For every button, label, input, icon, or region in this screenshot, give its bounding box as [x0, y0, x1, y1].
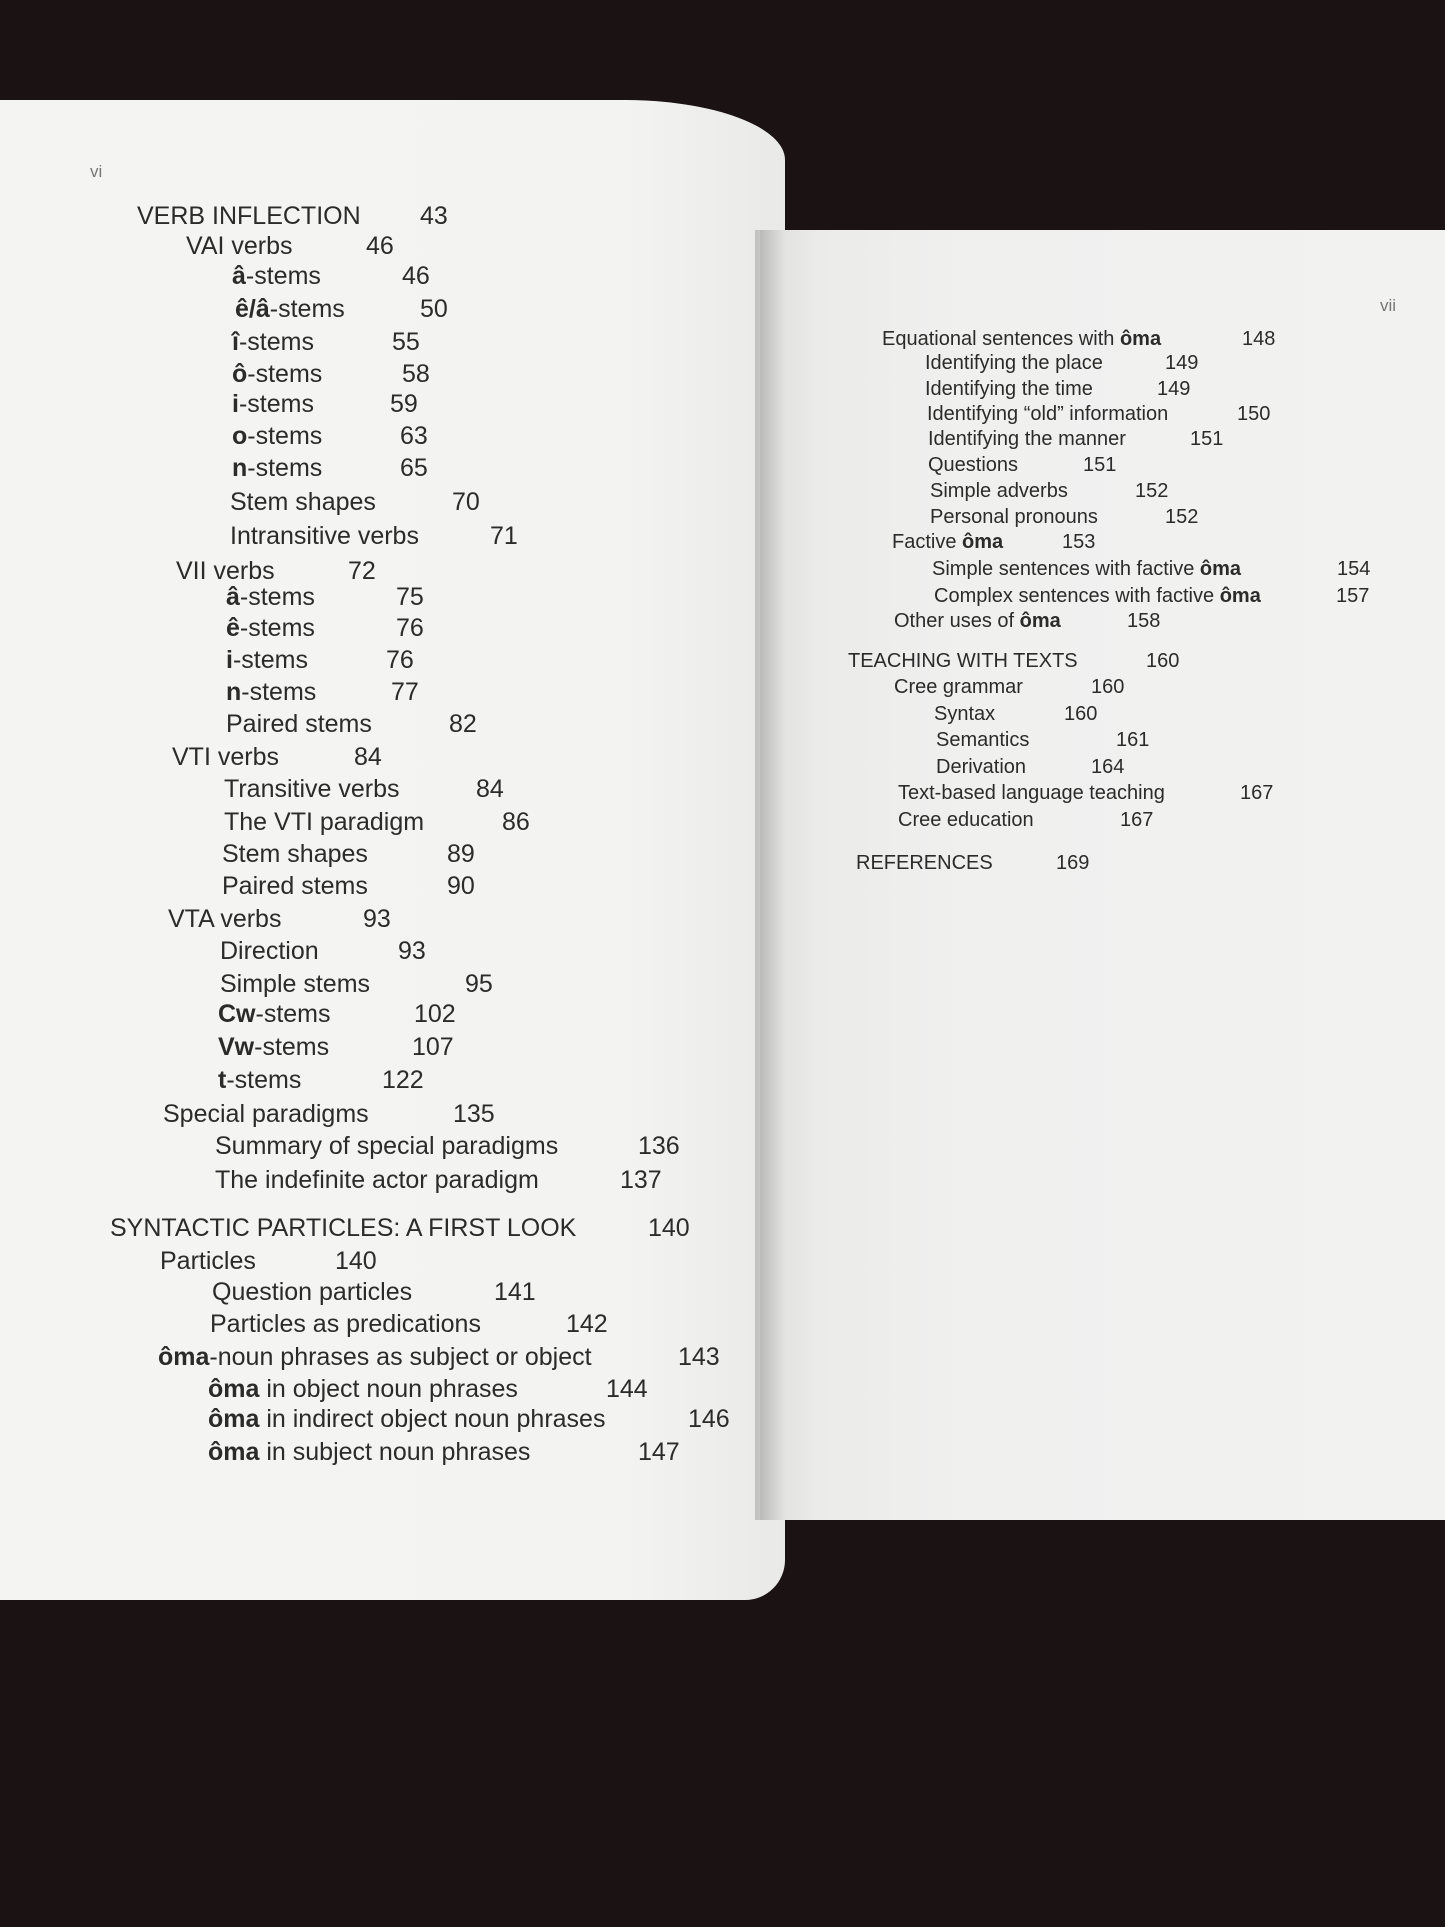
toc-entry-page-number: 140 — [335, 1247, 377, 1275]
toc-entry-page-number: 137 — [620, 1166, 662, 1194]
left-toc-entry — [215, 1132, 680, 1161]
toc-entry-label — [928, 454, 1018, 476]
toc-entry-bold: ôma — [1199, 558, 1242, 580]
left-toc-entry — [232, 454, 428, 483]
left-toc-entry — [218, 1000, 456, 1029]
toc-entry-bold: ê/â — [235, 295, 270, 323]
toc-entry-page-number: 70 — [452, 488, 480, 516]
toc-entry-label — [925, 378, 1093, 400]
toc-entry-text: Simple sentences with factive — [932, 558, 1200, 580]
left-toc-entry — [137, 202, 448, 231]
left-toc-entry — [224, 808, 530, 837]
toc-entry-page-number: 149 — [1157, 378, 1191, 400]
toc-entry-label — [163, 1100, 369, 1128]
toc-entry-label — [232, 390, 314, 418]
toc-entry-page-number: 58 — [402, 360, 430, 388]
toc-entry-text: Text-based language teaching — [898, 782, 1165, 804]
right-page — [760, 230, 1445, 1520]
toc-entry-page-number: 136 — [638, 1132, 680, 1160]
toc-entry-label — [232, 360, 322, 388]
toc-entry-page-number: 82 — [449, 710, 477, 738]
toc-entry-label — [928, 428, 1126, 450]
toc-entry-text: -stems — [254, 1033, 330, 1061]
toc-entry-label — [232, 328, 314, 356]
toc-entry-bold: ôma — [208, 1375, 260, 1403]
toc-entry-text: Simple adverbs — [930, 480, 1068, 502]
toc-entry-page-number: 55 — [392, 328, 420, 356]
right-toc-entry — [925, 352, 1199, 375]
toc-entry-bold: â — [226, 583, 240, 611]
right-toc-entry — [894, 610, 1161, 633]
toc-entry-text: in subject noun phrases — [259, 1438, 531, 1466]
toc-entry-bold: ôma — [208, 1405, 260, 1433]
toc-entry-page-number: 146 — [688, 1405, 730, 1433]
toc-entry-text: The indefinite actor paradigm — [215, 1166, 539, 1194]
toc-entry-page-number: 147 — [638, 1438, 680, 1466]
left-toc-entry — [226, 583, 424, 612]
toc-entry-text: -stems — [247, 422, 323, 450]
toc-entry-label — [226, 710, 372, 738]
left-toc-entry — [212, 1278, 536, 1307]
toc-entry-page-number: 135 — [453, 1100, 495, 1128]
right-toc-entry — [894, 676, 1125, 699]
left-toc-entry — [226, 646, 414, 675]
left-page — [0, 100, 785, 1600]
toc-entry-label — [936, 756, 1026, 778]
toc-entry-text: Paired stems — [222, 872, 368, 900]
right-toc-entry — [930, 506, 1199, 529]
toc-entry-page-number: 86 — [502, 808, 530, 836]
toc-entry-label — [215, 1166, 539, 1194]
toc-entry-label — [220, 970, 370, 998]
toc-entry-text: TEACHING WITH TEXTS — [848, 650, 1078, 672]
toc-entry-page-number: 143 — [678, 1343, 720, 1371]
toc-entry-page-number: 122 — [382, 1066, 424, 1094]
toc-entry-label — [110, 1214, 576, 1242]
toc-entry-page-number: 167 — [1120, 809, 1154, 831]
toc-entry-page-number: 43 — [420, 202, 448, 230]
toc-entry-page-number: 144 — [606, 1375, 648, 1403]
toc-entry-text: -stems — [239, 583, 315, 611]
toc-entry-label — [208, 1405, 605, 1433]
toc-entry-page-number: 152 — [1165, 506, 1199, 528]
left-toc-entry — [163, 1100, 495, 1129]
toc-entry-label — [172, 743, 279, 771]
toc-entry-text: -noun phrases as subject or object — [209, 1343, 592, 1371]
toc-entry-text: -stems — [239, 614, 315, 642]
toc-entry-label — [218, 1033, 329, 1061]
toc-entry-text: Paired stems — [226, 710, 372, 738]
left-toc-entry — [232, 328, 420, 357]
left-toc-entry — [208, 1375, 648, 1404]
toc-entry-bold: ê — [226, 614, 240, 642]
toc-entry-label — [235, 295, 345, 323]
toc-entry-page-number: 72 — [348, 557, 376, 585]
toc-entry-page-number: 160 — [1146, 650, 1180, 672]
toc-entry-text: -stems — [232, 646, 308, 674]
toc-entry-text: Personal pronouns — [930, 506, 1098, 528]
toc-entry-label — [218, 1066, 301, 1094]
left-toc-entry — [210, 1310, 608, 1339]
toc-entry-text: -stems — [238, 328, 314, 356]
toc-entry-label — [226, 583, 315, 611]
left-toc-entry — [186, 232, 394, 261]
toc-entry-bold: â — [232, 262, 246, 290]
toc-entry-text: VTI verbs — [172, 743, 279, 771]
toc-entry-page-number: 46 — [402, 262, 430, 290]
toc-entry-label — [936, 729, 1029, 751]
toc-entry-text: Identifying the place — [925, 352, 1103, 374]
right-toc-entry — [927, 403, 1271, 426]
toc-entry-text: -stems — [247, 360, 323, 388]
toc-entry-text: -stems — [238, 390, 314, 418]
toc-entry-label — [882, 328, 1161, 350]
toc-entry-text: REFERENCES — [856, 852, 993, 874]
toc-entry-page-number: 93 — [363, 905, 391, 933]
toc-entry-text: -stems — [247, 454, 323, 482]
toc-entry-bold: ô — [232, 360, 248, 388]
toc-entry-label — [930, 506, 1098, 528]
toc-entry-label — [208, 1375, 518, 1403]
toc-entry-page-number: 161 — [1116, 729, 1150, 751]
toc-entry-page-number: 93 — [398, 937, 426, 965]
toc-entry-text: Cree education — [898, 809, 1034, 831]
toc-entry-bold: i — [232, 390, 239, 418]
toc-entry-page-number: 141 — [494, 1278, 536, 1306]
toc-entry-text: Identifying the time — [925, 378, 1093, 400]
toc-entry-bold: ôma — [208, 1438, 260, 1466]
left-toc-entry — [224, 775, 504, 804]
toc-entry-bold: î — [232, 328, 239, 356]
toc-entry-page-number: 50 — [420, 295, 448, 323]
toc-entry-label — [215, 1132, 558, 1160]
left-toc-entry — [215, 1166, 662, 1195]
toc-entry-label — [224, 808, 424, 836]
right-toc-entry — [848, 650, 1180, 673]
toc-entry-text: Questions — [928, 454, 1019, 476]
left-toc-entry — [176, 557, 376, 586]
left-toc-entry — [232, 262, 430, 291]
toc-entry-page-number: 157 — [1336, 585, 1370, 607]
toc-entry-text: Direction — [220, 937, 319, 965]
right-toc-entry — [928, 428, 1224, 451]
toc-entry-text: Transitive verbs — [224, 775, 400, 803]
toc-entry-label — [934, 585, 1261, 607]
left-toc-entry — [230, 522, 518, 551]
toc-entry-page-number: 154 — [1337, 558, 1371, 580]
toc-entry-label — [894, 676, 1023, 698]
toc-entry-label — [230, 522, 419, 550]
toc-entry-page-number: 75 — [396, 583, 424, 611]
toc-entry-page-number: 77 — [391, 678, 419, 706]
right-folio: vii — [1380, 296, 1397, 315]
left-toc-entry — [226, 710, 477, 739]
toc-entry-text: VII verbs — [176, 557, 275, 585]
toc-entry-text: VAI verbs — [186, 232, 293, 260]
toc-entry-label — [222, 872, 368, 900]
toc-entry-text: Simple stems — [220, 970, 371, 998]
toc-entry-text: Derivation — [936, 756, 1027, 778]
toc-entry-page-number: 107 — [412, 1033, 454, 1061]
toc-entry-page-number: 148 — [1242, 328, 1276, 350]
toc-entry-label — [158, 1343, 592, 1371]
toc-entry-page-number: 167 — [1240, 782, 1274, 804]
toc-entry-page-number: 164 — [1091, 756, 1125, 778]
toc-entry-text: Particles — [160, 1247, 256, 1275]
right-toc-entry — [856, 852, 1090, 875]
toc-entry-text: Particles as predications — [210, 1310, 481, 1338]
toc-entry-page-number: 63 — [400, 422, 428, 450]
toc-entry-bold: o — [232, 422, 248, 450]
toc-entry-page-number: 153 — [1062, 531, 1096, 553]
left-toc-entry — [168, 905, 391, 934]
toc-entry-page-number: 158 — [1127, 610, 1161, 632]
left-toc-entry — [222, 872, 475, 901]
toc-entry-label — [894, 610, 1061, 632]
toc-entry-label — [932, 558, 1241, 580]
toc-entry-page-number: 65 — [400, 454, 428, 482]
toc-entry-page-number: 59 — [390, 390, 418, 418]
right-toc-entry — [936, 729, 1150, 752]
toc-entry-label — [930, 480, 1068, 502]
toc-entry-text: Identifying the manner — [928, 428, 1126, 450]
left-toc-entry — [110, 1214, 690, 1243]
toc-entry-label — [232, 262, 321, 290]
toc-entry-page-number: 76 — [396, 614, 424, 642]
left-toc-entry — [232, 422, 428, 451]
left-toc-entry — [232, 390, 418, 419]
toc-entry-bold: i — [226, 646, 233, 674]
toc-entry-label — [226, 646, 308, 674]
toc-entry-text: SYNTACTIC PARTICLES: A FIRST LOOK — [110, 1214, 577, 1242]
toc-entry-label — [210, 1310, 481, 1338]
toc-entry-label — [856, 852, 993, 874]
toc-entry-text: Other uses of — [894, 610, 1020, 632]
gutter-shadow — [755, 230, 785, 1520]
toc-entry-text: Question particles — [212, 1278, 413, 1306]
toc-entry-page-number: 90 — [447, 872, 475, 900]
toc-entry-page-number: 142 — [566, 1310, 608, 1338]
right-toc-entry — [934, 703, 1098, 726]
left-toc-entry — [230, 488, 480, 517]
left-toc-entry — [208, 1405, 730, 1434]
toc-entry-text: -stems — [241, 678, 317, 706]
left-toc-entry — [222, 840, 475, 869]
toc-entry-bold: Vw — [218, 1033, 255, 1061]
toc-entry-text: Semantics — [936, 729, 1030, 751]
toc-entry-label — [898, 809, 1034, 831]
toc-entry-page-number: 140 — [648, 1214, 690, 1242]
left-toc-entry — [220, 970, 493, 999]
left-toc-entry — [158, 1343, 720, 1372]
toc-entry-text: Stem shapes — [230, 488, 376, 516]
toc-entry-label — [934, 703, 995, 725]
toc-entry-page-number: 160 — [1091, 676, 1125, 698]
toc-entry-text: Identifying “old” information — [927, 403, 1169, 425]
toc-entry-label — [892, 531, 1003, 553]
toc-entry-text: Special paradigms — [163, 1100, 369, 1128]
toc-entry-text: VTA verbs — [168, 905, 282, 933]
toc-entry-page-number: 95 — [465, 970, 493, 998]
right-toc-entry — [898, 809, 1154, 832]
toc-entry-page-number: 151 — [1083, 454, 1117, 476]
toc-entry-text: Cree grammar — [894, 676, 1023, 698]
toc-entry-bold: n — [232, 454, 248, 482]
toc-entry-label — [176, 557, 275, 585]
toc-entry-text: Summary of special paradigms — [215, 1132, 559, 1160]
toc-entry-page-number: 46 — [366, 232, 394, 260]
left-toc-entry — [160, 1247, 377, 1276]
toc-entry-label — [186, 232, 293, 260]
right-toc-entry — [930, 480, 1169, 503]
toc-entry-label — [220, 937, 319, 965]
toc-entry-label — [218, 1000, 331, 1028]
left-toc-entry — [232, 360, 430, 389]
toc-entry-label — [160, 1247, 256, 1275]
toc-entry-bold: t — [218, 1066, 227, 1094]
right-toc-entry — [936, 756, 1125, 779]
toc-entry-text: -stems — [255, 1000, 331, 1028]
toc-entry-bold: ôma — [962, 531, 1004, 553]
toc-entry-page-number: 160 — [1064, 703, 1098, 725]
toc-entry-label — [222, 840, 368, 868]
right-toc-entry — [892, 531, 1096, 554]
toc-entry-text: -stems — [226, 1066, 302, 1094]
toc-entry-text: -stems — [245, 262, 321, 290]
right-toc-entry — [928, 454, 1117, 477]
left-toc-entry — [218, 1066, 424, 1095]
toc-entry-text: Intransitive verbs — [230, 522, 419, 550]
toc-entry-text: Complex sentences with factive — [934, 585, 1220, 607]
left-folio: vi — [90, 162, 103, 181]
toc-entry-label — [927, 403, 1168, 425]
toc-entry-bold: Cw — [218, 1000, 256, 1028]
toc-entry-bold: ôma — [1219, 585, 1261, 607]
toc-entry-label — [232, 454, 322, 482]
right-toc-entry — [934, 585, 1370, 608]
toc-entry-bold: ôma — [1119, 328, 1162, 350]
toc-entry-page-number: 76 — [386, 646, 414, 674]
toc-entry-page-number: 150 — [1237, 403, 1271, 425]
right-toc-entry — [882, 328, 1276, 351]
toc-entry-page-number: 84 — [476, 775, 504, 803]
toc-entry-label — [226, 678, 316, 706]
toc-entry-text: in object noun phrases — [259, 1375, 518, 1403]
toc-entry-bold: ôma — [1019, 610, 1061, 632]
toc-entry-text: Syntax — [934, 703, 996, 725]
toc-entry-page-number: 89 — [447, 840, 475, 868]
toc-entry-page-number: 102 — [414, 1000, 456, 1028]
toc-entry-label — [137, 202, 361, 230]
toc-entry-label — [212, 1278, 412, 1306]
toc-entry-text: The VTI paradigm — [224, 808, 425, 836]
toc-entry-text: Equational sentences with — [882, 328, 1120, 350]
left-toc-entry — [220, 937, 426, 966]
toc-entry-text: Factive — [892, 531, 963, 553]
toc-entry-label — [168, 905, 281, 933]
toc-entry-page-number: 169 — [1056, 852, 1090, 874]
toc-entry-bold: n — [226, 678, 242, 706]
toc-entry-label — [230, 488, 376, 516]
toc-entry-text: in indirect object noun phrases — [259, 1405, 606, 1433]
left-toc-entry — [226, 614, 424, 643]
left-toc-entry — [218, 1033, 454, 1062]
toc-entry-text: -stems — [269, 295, 345, 323]
toc-entry-text: VERB INFLECTION — [137, 202, 361, 230]
toc-entry-bold: ôma — [158, 1343, 210, 1371]
right-toc-entry — [932, 558, 1371, 581]
toc-entry-page-number: 149 — [1165, 352, 1199, 374]
toc-entry-text: Stem shapes — [222, 840, 368, 868]
left-toc-entry — [235, 295, 448, 324]
right-toc-entry — [925, 378, 1191, 401]
toc-entry-label — [232, 422, 322, 450]
left-toc-entry — [226, 678, 419, 707]
right-toc-entry — [898, 782, 1274, 805]
left-toc-entry — [208, 1438, 680, 1467]
toc-entry-page-number: 152 — [1135, 480, 1169, 502]
toc-entry-label — [925, 352, 1103, 374]
toc-entry-label — [848, 650, 1078, 672]
toc-entry-page-number: 71 — [490, 522, 518, 550]
toc-entry-label — [226, 614, 315, 642]
toc-entry-page-number: 151 — [1190, 428, 1224, 450]
toc-entry-label — [208, 1438, 530, 1466]
toc-entry-page-number: 84 — [354, 743, 382, 771]
toc-entry-label — [224, 775, 400, 803]
toc-entry-label — [898, 782, 1165, 804]
left-toc-entry — [172, 743, 382, 772]
